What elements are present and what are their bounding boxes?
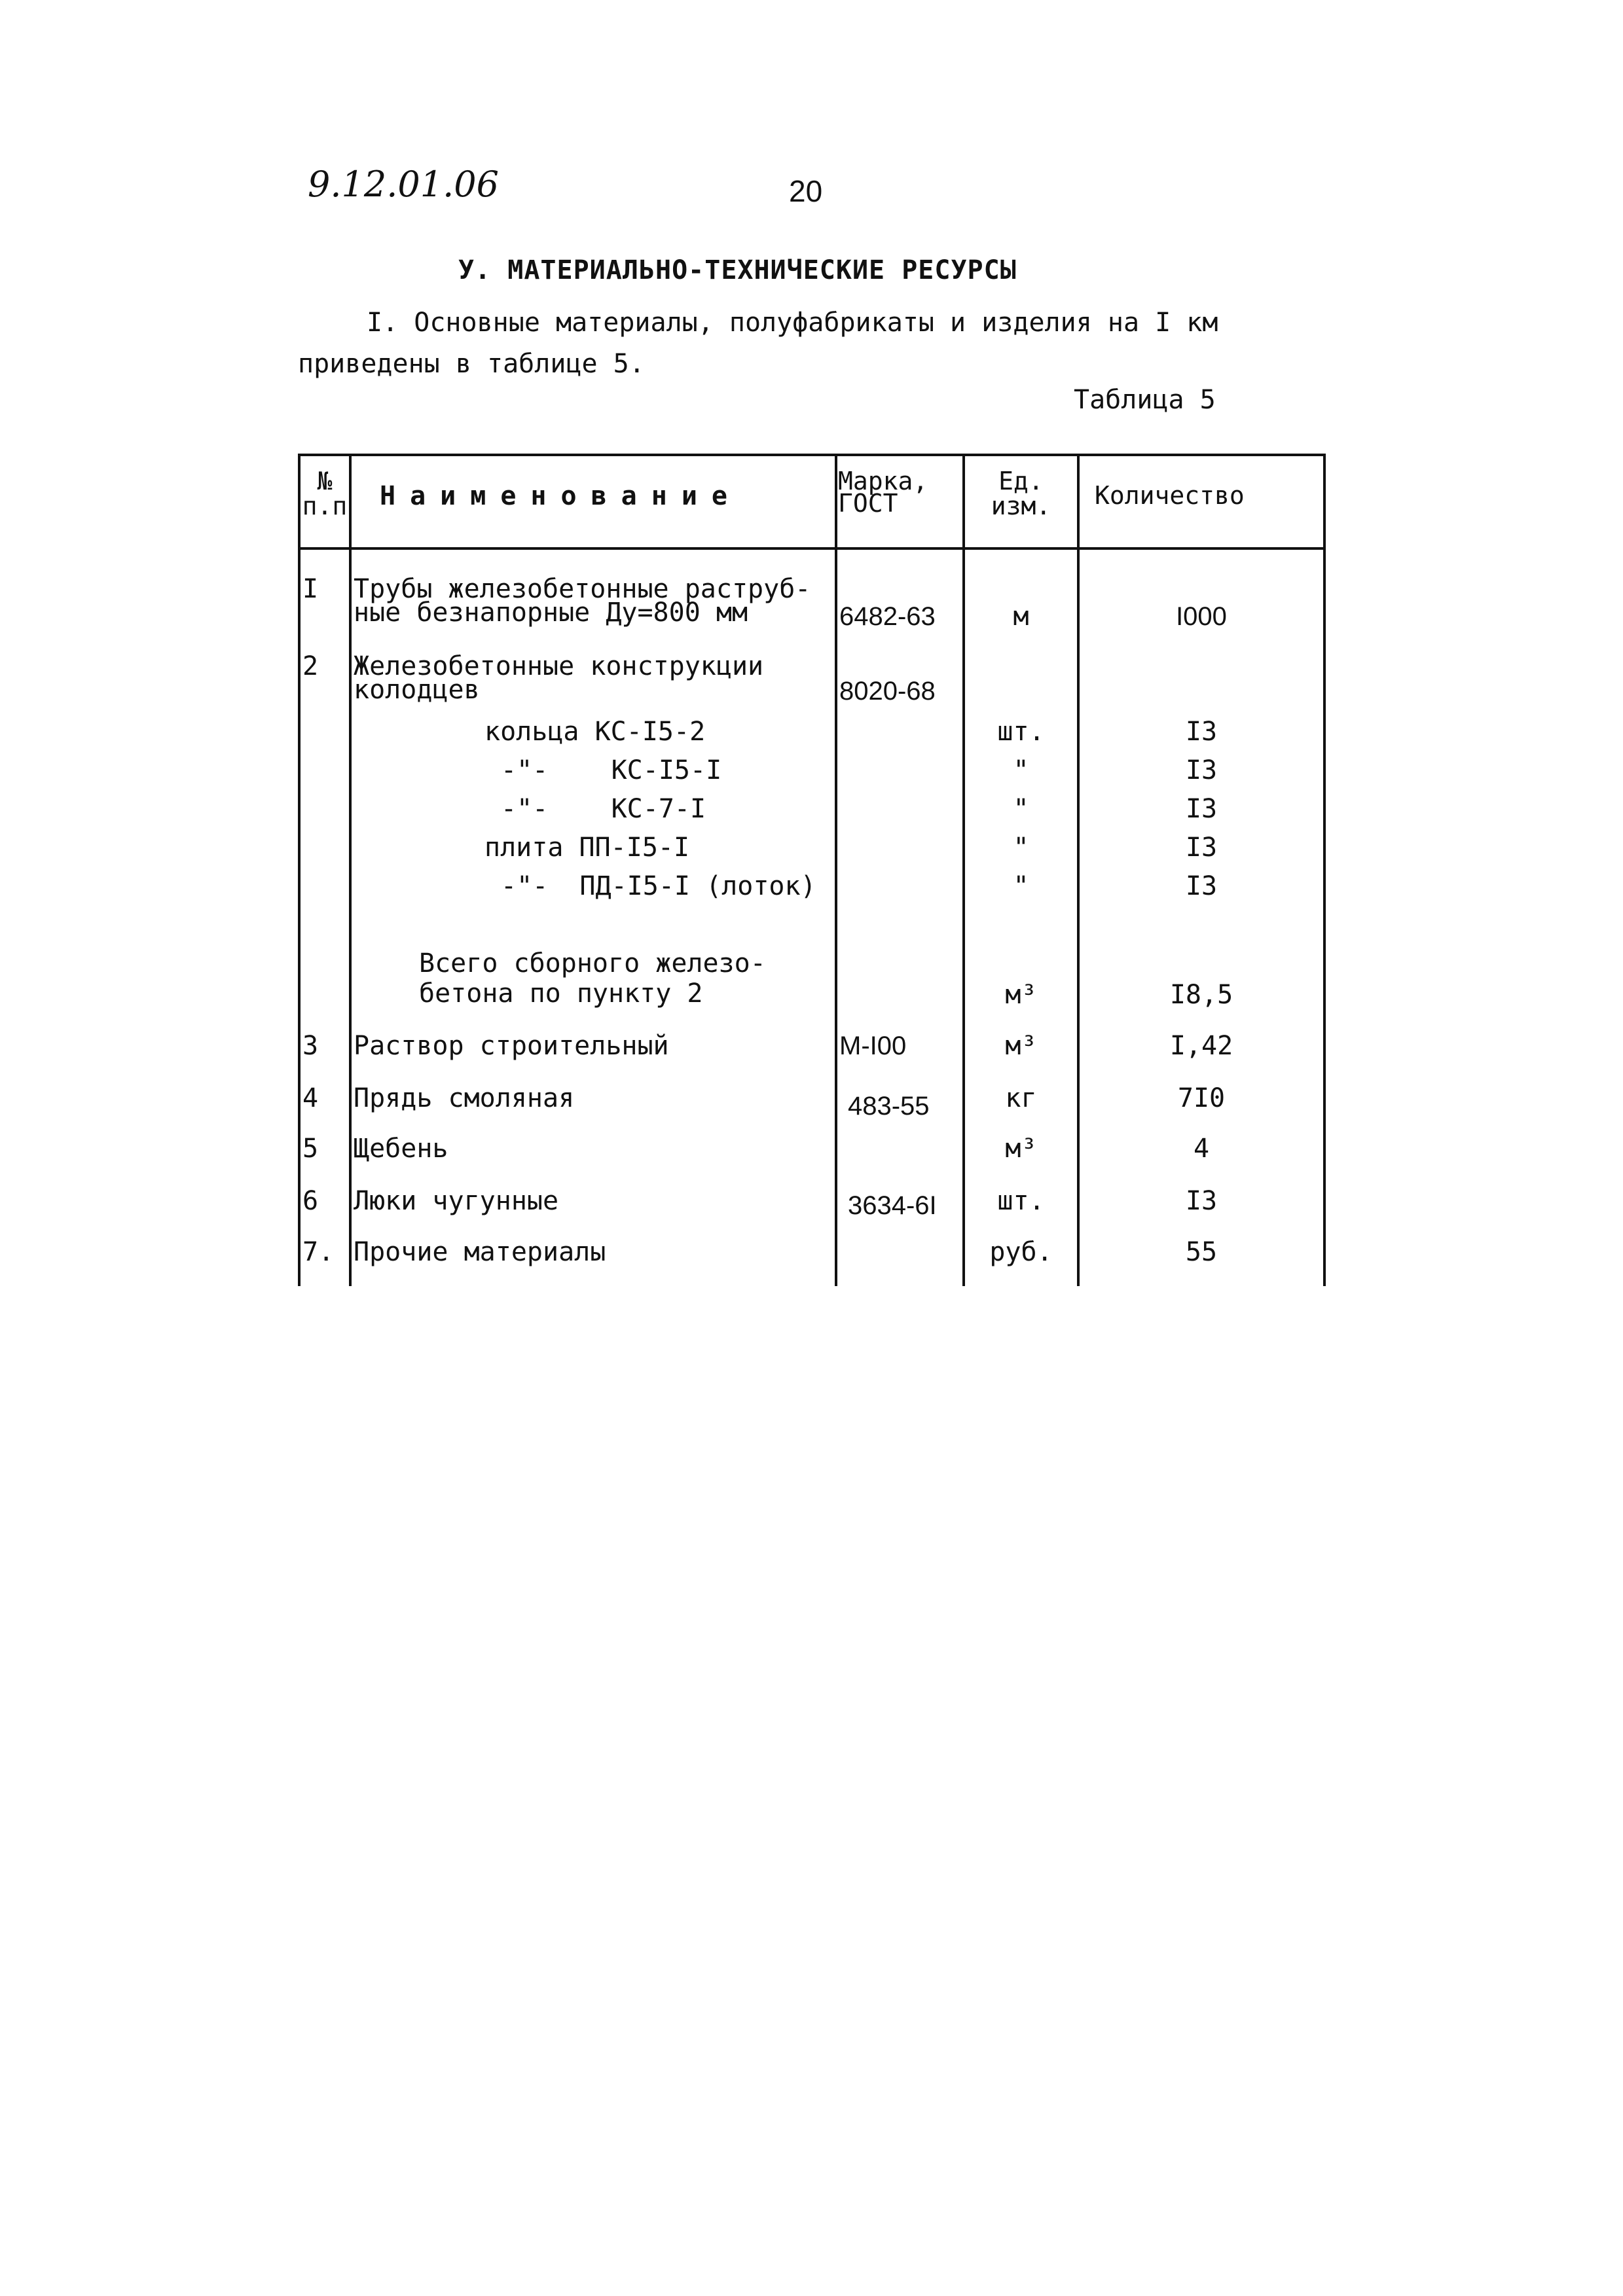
- row-num: 4: [302, 1083, 319, 1113]
- table-caption: Таблица 5: [1074, 385, 1216, 415]
- row-name: Прядь смоляная: [354, 1083, 575, 1113]
- row-name: -"- КС-I5-I: [501, 755, 722, 785]
- row-qty: I,42: [1169, 1031, 1233, 1061]
- header-unit-line2: изм.: [991, 492, 1051, 520]
- row-qty: I3: [1185, 833, 1218, 863]
- row-name: -"- ПД-I5-I (лоток): [501, 871, 816, 901]
- row-qty: 4: [1193, 1134, 1210, 1164]
- row-unit: шт.: [997, 717, 1045, 747]
- header-unit-line1: Ед.: [998, 467, 1044, 495]
- row-num: 7.: [302, 1237, 335, 1267]
- row-qty: I3: [1185, 1186, 1218, 1216]
- row-name-line1: Трубы железобетонные раструб-: [354, 574, 811, 604]
- row-unit: ": [1013, 871, 1029, 901]
- column-divider-num: [349, 454, 352, 1286]
- row-qty: I3: [1185, 871, 1218, 901]
- row-gost: 8020-68: [839, 677, 936, 706]
- row-name-line1: Всего сборного железо-: [419, 948, 766, 978]
- row-unit: м³: [1005, 980, 1037, 1010]
- table-right-border: [1323, 454, 1326, 1286]
- document-code: 9.12.01.06: [308, 164, 499, 205]
- row-qty: I000: [1176, 602, 1227, 631]
- row-unit: м³: [1005, 1134, 1037, 1164]
- row-num: 6: [302, 1186, 319, 1216]
- row-name: Щебень: [354, 1134, 448, 1164]
- row-qty: I3: [1185, 794, 1218, 824]
- row-unit: ": [1013, 755, 1029, 785]
- table-header-divider: [298, 547, 1326, 550]
- header-num-line1: №: [317, 467, 333, 495]
- row-name: Прочие материалы: [354, 1237, 606, 1267]
- row-qty: I3: [1185, 755, 1218, 785]
- row-gost: 483-55: [848, 1092, 930, 1121]
- header-quantity: Количество: [1095, 481, 1245, 510]
- row-unit: кг: [1005, 1083, 1037, 1113]
- row-unit: руб.: [989, 1237, 1053, 1267]
- row-name: Люки чугунные: [354, 1186, 559, 1216]
- header-gost-line1: Марка,: [838, 467, 928, 495]
- row-gost: 6482-63: [839, 602, 936, 631]
- row-name: плита ПП-I5-I: [484, 833, 690, 863]
- row-name-line2: колодцев: [354, 675, 480, 705]
- table-top-border: [298, 454, 1326, 456]
- row-name-line1: Железобетонные конструкции: [354, 651, 764, 681]
- row-unit: м: [1013, 601, 1029, 632]
- row-qty: I8,5: [1169, 980, 1233, 1010]
- row-num: I: [302, 574, 319, 604]
- row-name-line2: бетона по пункту 2: [419, 978, 703, 1009]
- row-num: 5: [302, 1134, 319, 1164]
- row-name: Раствор строительный: [354, 1031, 669, 1061]
- header-gost-line2: ГОСТ: [838, 489, 898, 518]
- column-divider-name: [835, 454, 837, 1286]
- page-number: 20: [789, 174, 823, 208]
- row-name: кольца КС-I5-2: [484, 717, 706, 747]
- row-num: 3: [302, 1031, 319, 1061]
- header-name: Наименование: [380, 481, 742, 511]
- row-unit: ": [1013, 833, 1029, 863]
- row-qty: I3: [1185, 717, 1218, 747]
- intro-text-line-1: I. Основные материалы, полуфабрикаты и изделия на I км: [367, 308, 1218, 338]
- row-gost: М-I00: [839, 1031, 907, 1060]
- row-gost: 3634-6I: [848, 1191, 937, 1220]
- row-unit: м³: [1005, 1031, 1037, 1061]
- row-name: -"- КС-7-I: [501, 794, 706, 824]
- intro-text-line-2: приведены в таблице 5.: [298, 349, 645, 379]
- table-left-border: [298, 454, 301, 1286]
- row-name-line2: ные безнапорные Ду=800 мм: [354, 598, 748, 628]
- row-qty: 7I0: [1177, 1083, 1226, 1113]
- row-num: 2: [302, 651, 319, 681]
- row-unit: шт.: [997, 1186, 1045, 1216]
- header-num-line2: п.п: [302, 492, 348, 520]
- row-qty: 55: [1185, 1237, 1218, 1267]
- section-title: У. МАТЕРИАЛЬНО-ТЕХНИЧЕСКИЕ РЕСУРСЫ: [458, 255, 1017, 285]
- row-unit: ": [1013, 794, 1029, 824]
